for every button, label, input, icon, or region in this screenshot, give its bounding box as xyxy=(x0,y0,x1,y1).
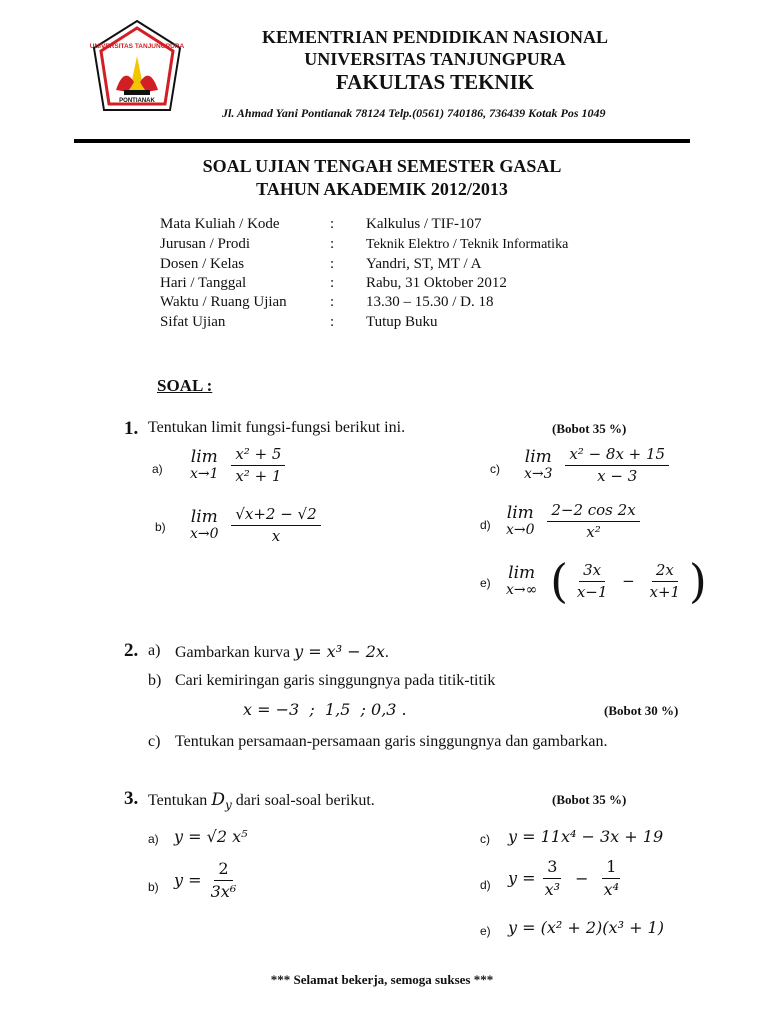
item-label: e) xyxy=(480,576,491,590)
meta-row: Sifat Ujian : Tutup Buku xyxy=(160,314,438,330)
item-label: c) xyxy=(148,733,161,750)
points-list: x = −3 ; 1,5 ; 0,3 . xyxy=(243,700,407,719)
svg-text:PONTIANAK: PONTIANAK xyxy=(119,98,155,104)
limit-expression-1e: lim x→∞ ( $\frac{3x}{x-1}$ − $\frac{2x}{x+1}$ ) xyxy=(506,554,707,608)
item-label: a) xyxy=(152,462,163,476)
limit-expression-1b: lim x→0 $\frac{√x+2 - √2}{x}$ xyxy=(190,506,321,544)
curve-equation: y = x³ − 2x xyxy=(294,642,385,661)
question-text: Tentukan persamaan-persamaan garis singgungnya dan gambarkan. xyxy=(175,733,608,750)
meta-row: Mata Kuliah / Kode : Kalkulus / TIF-107 xyxy=(160,216,482,232)
function-expression-3c: y = 11x⁴ − 3x + 19 xyxy=(508,827,664,846)
meta-row: Jurusan / Prodi : Teknik Elektro / Teknik Informatika xyxy=(160,236,569,252)
closing-message: *** Selamat bekerja, semoga sukses *** xyxy=(270,972,494,987)
question-number: 3. xyxy=(124,788,139,809)
header-rule xyxy=(74,139,690,143)
exam-title: SOAL UJIAN TENGAH SEMESTER GASAL xyxy=(202,156,562,176)
meta-row: Waktu / Ruang Ujian : 13.30 – 15.30 / D. 18 xyxy=(160,294,494,310)
question-text: Tentukan limit fungsi-fungsi berikut ini. xyxy=(148,419,406,436)
university-logo xyxy=(88,18,186,120)
limit-expression-1c: lim x→3 $\frac{\text{x² − 8x + 15}}{x - 3}$ xyxy=(524,446,669,484)
question-weight: (Bobot 35 %) xyxy=(552,421,627,436)
question-weight: (Bobot 35 %) xyxy=(552,792,627,807)
meta-row: Hari / Tanggal : Rabu, 31 Oktober 2012 xyxy=(160,275,507,291)
function-expression-3a: y = √2 x⁵ xyxy=(174,827,248,846)
limit-expression-1a: lim x→1 $\frac{\text{x² + 5}}{\text{x² + 1}}$ xyxy=(190,446,285,484)
item-label: a) xyxy=(148,832,159,846)
faculty-name: FAKULTAS TEKNIK xyxy=(335,70,535,94)
item-label: d) xyxy=(480,878,491,892)
function-expression-3e: y = (x² + 2)(x³ + 1) xyxy=(508,918,664,937)
question-number: 1. xyxy=(124,418,139,439)
address-line: Jl. Ahmad Yani Pontianak 78124 Telp.(0561) 740186, 736439 Kotak Pos 1049 xyxy=(222,106,606,120)
question-text: Cari kemiringan garis singgungnya pada titik-titik xyxy=(175,672,496,689)
meta-row: Dosen / Kelas : Yandri, ST, MT / A xyxy=(160,256,482,272)
university-name: UNIVERSITAS TANJUNGPURA xyxy=(304,49,566,69)
item-label: a) xyxy=(148,642,161,659)
ministry-name: KEMENTRIAN PENDIDIKAN NASIONAL xyxy=(261,27,609,47)
question-text: Tentukan $D_y$ dari soal-soal berikut. xyxy=(148,790,375,813)
function-expression-3d: y = $\frac{3}{\text{x³}}$ − $\frac{1}{\text{x⁴}}$ xyxy=(508,857,620,899)
item-label: e) xyxy=(480,924,491,938)
question-weight: (Bobot 30 %) xyxy=(604,703,679,718)
soal-heading: SOAL : xyxy=(157,376,213,395)
svg-text:UNIVERSITAS TANJUNGPURA: UNIVERSITAS TANJUNGPURA xyxy=(89,43,185,50)
question-number: 2. xyxy=(124,640,139,661)
item-label: c) xyxy=(490,462,500,476)
item-label: c) xyxy=(480,832,490,846)
limit-expression-1d: lim x→0 $\frac{2-2 \cos 2x}{\text{x²}}$ xyxy=(506,502,640,540)
function-expression-3b: y = $\frac{2}{\text{3x⁶}}$ xyxy=(174,859,237,901)
question-text: Gambarkan kurva y = x³ − 2x. xyxy=(175,642,389,661)
item-label: b) xyxy=(148,672,162,689)
item-label: b) xyxy=(155,520,166,534)
item-label: b) xyxy=(148,880,159,894)
academic-year: TAHUN AKADEMIK 2012/2013 xyxy=(256,179,508,199)
item-label: d) xyxy=(480,518,491,532)
